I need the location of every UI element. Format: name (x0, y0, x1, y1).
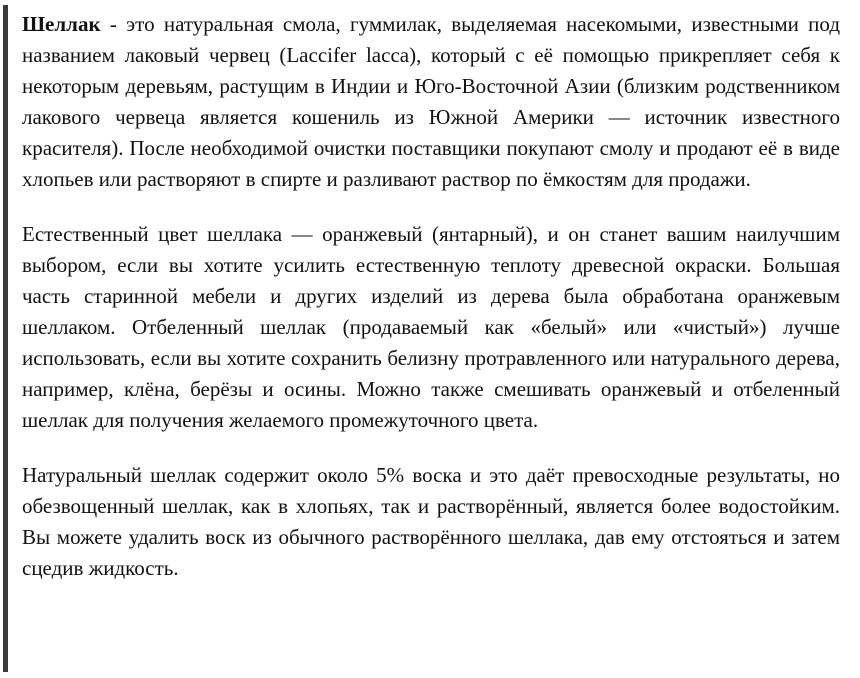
paragraph-3: Натуральный шеллак содержит около 5% воска и это даёт превосходные результаты, но обезвощенный шеллак, как в хлопьях, так и растворённый, является более водостойким. Вы можете удалить воск из обычного растворённого шеллака, дав ему отстояться и затем сцедив жидкость. (22, 463, 840, 580)
quote-left-border (3, 5, 8, 672)
paragraph-2: Естественный цвет шеллака — оранжевый (янтарный), и он станет вашим наилучшим выбором, если вы хотите усилить естественную теплоту древесной окраски. Большая часть старинной мебели и других изделий из дерева была обработана оранжевым шеллаком. Отбеленный шеллак (продаваемый как «белый» или «чистый») лучше использовать, если вы хотите сохранить белизну протравленного или натурального дерева, например, клёна, берёзы и осины. Можно также смешивать оранжевый и отбеленный шеллак для получения желаемого промежуточного цвета. (22, 222, 840, 432)
article-body (22, 9, 840, 584)
paragraph-1-text: - это натуральная смола, гуммилак, выделяемая насекомыми, известными под названием лаковый червец (Laccifer lacca), который с её помощью прикрепляет себя к некоторым деревьям, растущим в Индии и Юго-Восточной Азии (близким родственником лакового червеца является кошениль из Южной Америки — источник известного красителя). После необходимой очистки поставщики покупают смолу и продают её в виде хлопьев или растворяют в спирте и разливают раствор по ёмкостям для продажи. (22, 12, 840, 191)
paragraph-1 (22, 9, 840, 195)
term-heading: Шеллак (22, 12, 101, 36)
